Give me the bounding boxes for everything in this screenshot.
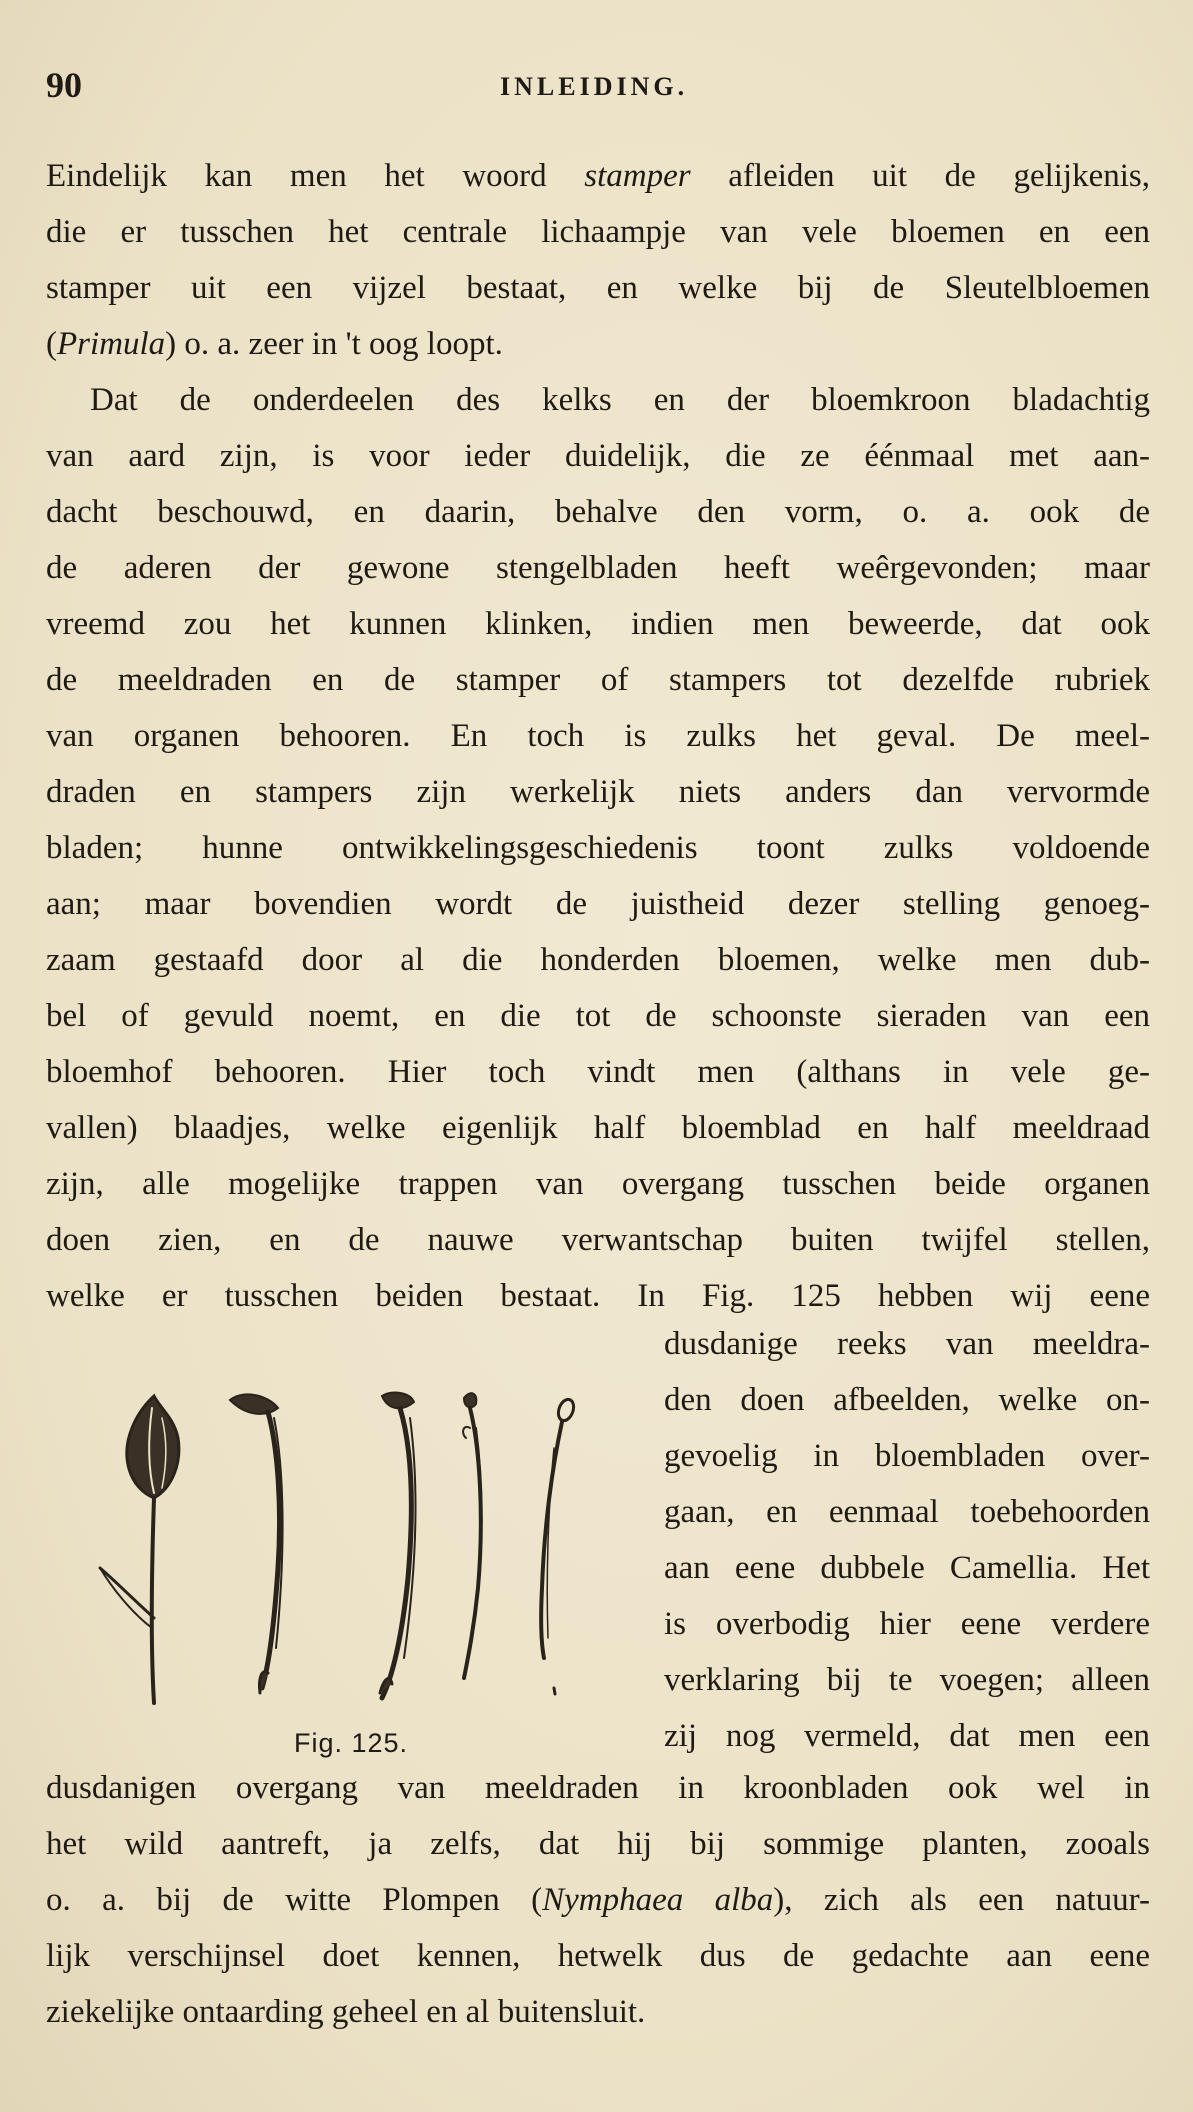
text-line: bloemhof behooren. Hier toch vindt men (althans in vele ge- — [46, 1054, 1150, 1090]
text-line: van aard zijn, is voor ieder duidelijk, die ze éénmaal met aan- — [46, 438, 1150, 474]
text-line: draden en stampers zijn werkelijk niets anders dan vervormde — [46, 774, 1150, 810]
text-line: het wild aantreft, ja zelfs, dat hij bij sommige planten, zooals — [46, 1826, 1150, 1862]
body-text-side — [664, 1316, 1150, 1764]
text-line: van organen behooren. En toch is zulks het geval. De meel- — [46, 718, 1150, 754]
text-line: aan eene dubbele Camellia. Het — [664, 1550, 1150, 1586]
text-line: Dat de onderdeelen des kelks en der bloemkroon bladachtig — [90, 382, 1150, 418]
petaloid-stamen-2 — [230, 1394, 283, 1693]
text-line: den doen afbeelden, welke on- — [664, 1382, 1150, 1418]
text-line: dusdanige reeks van meeldra- — [664, 1326, 1150, 1362]
text-line: zijn, alle mogelijke trappen van overgang tusschen beide organen — [46, 1166, 1150, 1202]
petaloid-stamen-1 — [100, 1396, 179, 1703]
text-line: is overbodig hier eene verdere — [664, 1606, 1150, 1642]
text-line: zaam gestaafd door al die honderden bloemen, welke men dub- — [46, 942, 1150, 978]
stamen-5 — [541, 1397, 576, 1694]
petaloid-stamen-4 — [463, 1393, 482, 1678]
page-number: 90 — [46, 65, 82, 105]
body-text-bottom — [46, 1760, 1150, 2040]
running-head: INLEIDING. — [500, 72, 689, 101]
text-line: zij nog vermeld, dat men een — [664, 1718, 1150, 1754]
text-line: de aderen der gewone stengelbladen heeft weêrgevonden; maar — [46, 550, 1150, 586]
text-line: dusdanigen overgang van meeldraden in kroonbladen ook wel in — [46, 1770, 1150, 1806]
text-line: stamper uit een vijzel bestaat, en welke bij de Sleutelbloemen — [46, 270, 1150, 306]
text-line: doen zien, en de nauwe verwantschap buiten twijfel stellen, — [46, 1222, 1150, 1258]
text-line: dacht beschouwd, en daarin, behalve den vorm, o. a. ook de — [46, 494, 1150, 530]
text-line: Eindelijk kan men het woord stamper afleiden uit de gelijkenis, — [46, 158, 1150, 194]
text-line: bel of gevuld noemt, en die tot de schoonste sieraden van een — [46, 998, 1150, 1034]
petaloid-stamen-3 — [380, 1393, 415, 1698]
page-header — [46, 64, 1146, 114]
text-line: verklaring bij te voegen; alleen — [664, 1662, 1150, 1698]
figure-caption: Fig. 125. — [294, 1728, 409, 1758]
text-line: o. a. bij de witte Plompen (Nymphaea alba), zich als een natuur- — [46, 1882, 1150, 1918]
text-line: vallen) blaadjes, welke eigenlijk half bloemblad en half meeldraad — [46, 1110, 1150, 1146]
text-line: (Primula) o. a. zeer in 't oog loopt. — [46, 326, 503, 362]
text-line: bladen; hunne ontwikkelingsgeschiedenis toont zulks voldoende — [46, 830, 1150, 866]
text-line: de meeldraden en de stamper of stampers tot dezelfde rubriek — [46, 662, 1150, 698]
text-line: aan; maar bovendien wordt de juistheid dezer stelling genoeg- — [46, 886, 1150, 922]
text-line: welke er tusschen beiden bestaat. In Fig. 125 hebben wij eene — [46, 1278, 1150, 1314]
text-line: ziekelijke ontaarding geheel en al buitensluit. — [46, 1994, 646, 2030]
figure-125 — [92, 1388, 622, 1758]
text-line: vreemd zou het kunnen klinken, indien men beweerde, dat ook — [46, 606, 1150, 642]
text-line: lijk verschijnsel doet kennen, hetwelk dus de gedachte aan eene — [46, 1938, 1150, 1974]
text-line: gaan, en eenmaal toebehoorden — [664, 1494, 1150, 1530]
text-line: die er tusschen het centrale lichaampje van vele bloemen en een — [46, 214, 1150, 250]
text-line: gevoelig in bloembladen over- — [664, 1438, 1150, 1474]
body-text-top — [46, 148, 1150, 1324]
stamen-petal-illustration — [92, 1388, 622, 1718]
